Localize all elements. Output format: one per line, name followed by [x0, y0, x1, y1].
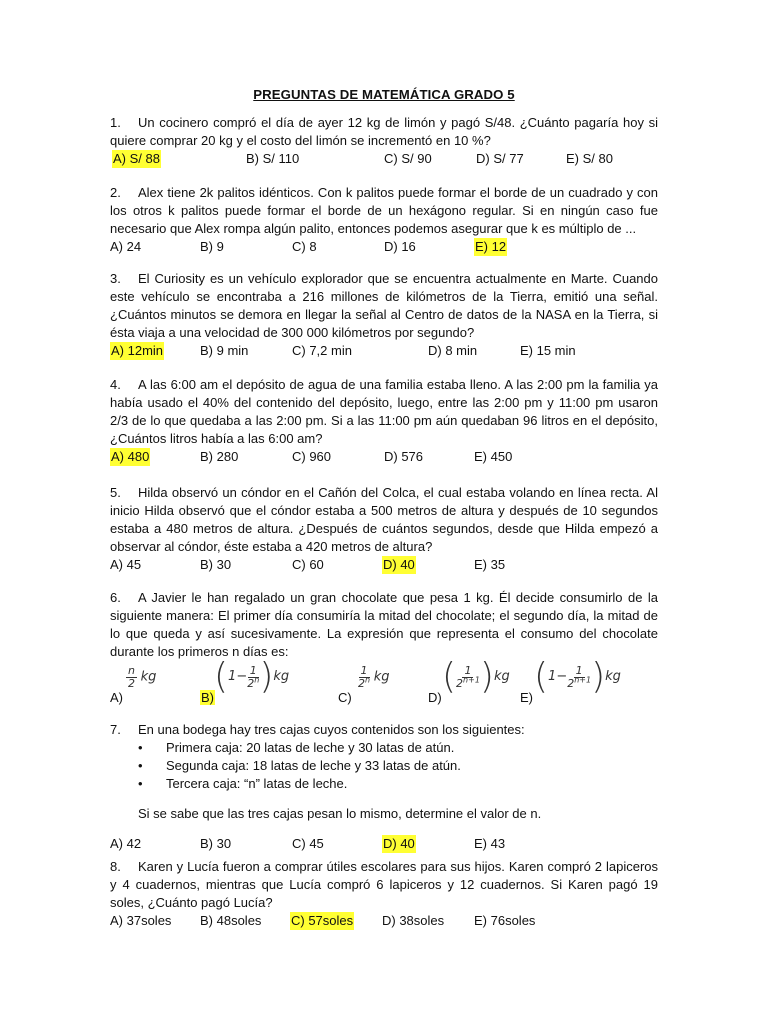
option-e: E) 35 — [474, 557, 506, 572]
option-d: D) 576 — [384, 449, 424, 464]
option-a: A) 24 — [110, 239, 142, 254]
math-options-row — [110, 656, 658, 711]
list-item: • Segunda caja: 18 latas de leche y 33 latas de atún. — [138, 758, 461, 773]
option-d: D) 8 min — [428, 343, 478, 358]
option-b-expression: (1− $\frac{1}{2^n}$ )kg — [214, 656, 290, 697]
option-b: B) S/ 110 — [246, 151, 300, 166]
options-row — [110, 342, 658, 360]
option-c: C) 7,2 min — [292, 343, 352, 358]
option-a-label: A) — [110, 690, 123, 705]
bullet-dot-icon: • — [138, 776, 143, 791]
option-c: C) 960 — [292, 449, 332, 464]
option-c: C) 45 — [292, 836, 324, 851]
question-text: En una bodega hay tres cajas cuyos contenidos son los siguientes: — [138, 722, 525, 737]
question-number: 6. — [110, 590, 121, 605]
question-number: 8. — [110, 859, 121, 874]
option-a-highlighted: A) 12min — [111, 343, 164, 358]
option-b: B) 9 — [200, 239, 224, 254]
question-text: Hilda observó un cóndor en el Cañón del Colca, el cual estaba volando en línea recta. Al inicio Hilda observó que el cóndor estaba a 500 metros de altura y después de 10 segundos estaba a 480 metros de altura. ¿Después de cuántos segundos, desde que Hilda empezó a observar al cóndor, éste estaba a 420 metros de altura? — [110, 485, 658, 554]
option-d-expression: ( $\frac{1}{2^{n+1}}$ )kg — [442, 656, 510, 697]
options-row — [110, 556, 658, 574]
option-d: D) 16 — [384, 239, 416, 254]
question-text: A Javier le han regalado un gran chocolate que pesa 1 kg. Él decide consumirlo de la siguiente manera: El primer día consumiría la mitad del chocolate; el segundo día, la mitad de lo que queda y así sucesivamente. La expresión que representa el consumo del chocolate durante los primeros n días es: — [110, 590, 658, 659]
option-a: A) 37soles — [110, 913, 172, 928]
option-e: E) 450 — [474, 449, 513, 464]
options-row — [110, 912, 658, 930]
bullet-list — [110, 739, 658, 793]
option-e: E) 15 min — [520, 343, 576, 358]
question-7 — [110, 721, 658, 853]
option-a-expression: $\frac{n}{2}$ kg — [127, 664, 157, 690]
option-b: B) 9 min — [200, 343, 249, 358]
option-b: B) 48soles — [200, 913, 262, 928]
question-text: Un cocinero compró el día de ayer 12 kg de limón y pagó S/48. ¿Cuánto pagaría hoy si quiere comprar 20 kg y el costo del limón se incrementó en 10 %? — [110, 115, 658, 148]
question-note: Si se sabe que las tres cajas pesan lo mismo, determine el valor de n. — [138, 806, 542, 821]
option-a: A) 45 — [110, 557, 142, 572]
option-d-highlighted: D) 40 — [383, 836, 415, 851]
question-4 — [110, 376, 658, 466]
option-a-highlighted: A) 480 — [111, 449, 150, 464]
list-item: • Tercera caja: “n” latas de leche. — [138, 776, 348, 791]
question-1 — [110, 114, 658, 168]
option-d-label: D) — [428, 690, 442, 705]
option-b: B) 30 — [200, 557, 232, 572]
option-e-highlighted: E) 12 — [475, 239, 507, 254]
option-c: C) 8 — [292, 239, 317, 254]
question-8 — [110, 858, 658, 930]
option-d: D) S/ 77 — [476, 151, 524, 166]
option-d-highlighted: D) 40 — [383, 557, 415, 572]
question-number: 3. — [110, 271, 121, 286]
question-number: 4. — [110, 377, 121, 392]
options-row — [110, 238, 658, 256]
option-b-highlighted: B) — [201, 690, 214, 705]
list-item: • Primera caja: 20 latas de leche y 30 latas de atún. — [138, 740, 455, 755]
question-3 — [110, 270, 658, 360]
question-number: 7. — [110, 722, 121, 737]
option-a: A) 42 — [110, 836, 142, 851]
option-c-expression: $\frac{1}{2^n}$ kg — [358, 664, 390, 690]
option-e-expression: (1− $\frac{1}{2^{n+1}}$ )kg — [534, 656, 621, 697]
option-e: E) S/ 80 — [566, 151, 613, 166]
option-b: B) 280 — [200, 449, 239, 464]
question-2 — [110, 184, 658, 256]
option-e: E) 43 — [474, 836, 506, 851]
options-row — [110, 835, 658, 853]
question-text: Karen y Lucía fueron a comprar útiles escolares para sus hijos. Karen compró 2 lapiceros y 4 cuadernos, mientras que Lucía compró 6 lapiceros y 12 cuadernos. Si Karen pagó 19 soles, ¿Cuánto pagó Lucía? — [110, 859, 658, 910]
option-e: E) 76soles — [474, 913, 536, 928]
option-e-label: E) — [520, 690, 533, 705]
question-6 — [110, 589, 658, 711]
bullet-dot-icon: • — [138, 758, 143, 773]
options-row — [110, 448, 658, 466]
page-title: PREGUNTAS DE MATEMÁTICA GRADO 5 — [253, 87, 515, 102]
option-c-label: C) — [338, 690, 352, 705]
question-number: 5. — [110, 485, 121, 500]
question-5 — [110, 484, 658, 574]
options-row — [110, 150, 658, 168]
question-number: 1. — [110, 115, 121, 130]
question-text: Alex tiene 2k palitos idénticos. Con k palitos puede formar el borde de un cuadrado y con los otros k palitos puede formar el borde de un hexágono regular. Si en ningún caso fue necesario que Alex rompa algún palito, entonces podemos asegurar que k es múltiplo de ... — [110, 185, 658, 236]
bullet-dot-icon: • — [138, 740, 143, 755]
option-b: B) 30 — [200, 836, 232, 851]
option-c: C) S/ 90 — [384, 151, 432, 166]
question-number: 2. — [110, 185, 121, 200]
option-c: C) 60 — [292, 557, 324, 572]
option-d: D) 38soles — [382, 913, 445, 928]
option-c-highlighted: C) 57soles — [291, 913, 354, 928]
question-text: A las 6:00 am el depósito de agua de una familia estaba lleno. A las 2:00 pm la familia ya había usado el 40% del contenido del depósito, luego, entre las 2:00 pm y 11:00 pm usaron 2/3 de lo que quedaba a las 2:00 pm. Si a las 11:00 pm aún quedaban 96 litros en el depósito, ¿Cuántos litros había a las 6:00 am? — [110, 377, 658, 446]
question-text: El Curiosity es un vehículo explorador que se encuentra actualmente en Marte. Cuando este vehículo se encontraba a 216 millones de kilómetros de la Tierra, emitió una señal. ¿Cuántos minutos se demora en llegar la señal al Centro de datos de la NASA en la Tierra, si ésta viaja a una velocidad de 300 000 kilómetros por segundo? — [110, 271, 658, 340]
option-a-highlighted: A) S/ 88 — [113, 151, 160, 166]
